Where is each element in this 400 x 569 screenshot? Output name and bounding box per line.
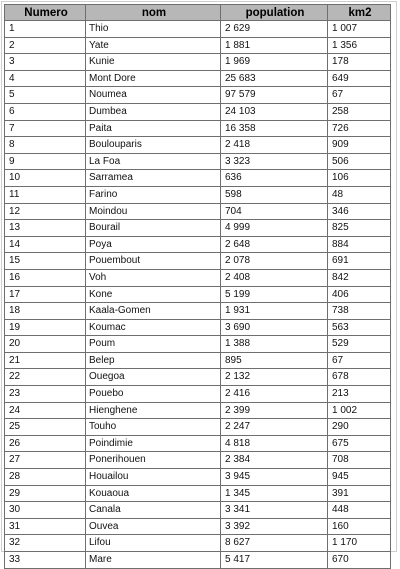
nom-cell: Ouegoa [86, 369, 221, 386]
table-row [5, 352, 391, 369]
population-cell: 25 683 [221, 70, 328, 87]
numero-cell: 25 [5, 419, 86, 436]
table-row [5, 153, 391, 170]
population-cell: 97 579 [221, 87, 328, 104]
population-cell: 1 881 [221, 37, 328, 54]
population-cell: 3 323 [221, 153, 328, 170]
population-cell: 598 [221, 186, 328, 203]
km2-cell: 842 [328, 269, 391, 286]
nom-cell: Hienghene [86, 402, 221, 419]
numero-cell: 7 [5, 120, 86, 137]
numero-cell: 27 [5, 452, 86, 469]
numero-cell: 16 [5, 269, 86, 286]
population-cell: 2 408 [221, 269, 328, 286]
communes-table [4, 4, 391, 569]
numero-cell: 5 [5, 87, 86, 104]
table-row [5, 319, 391, 336]
numero-cell: 12 [5, 203, 86, 220]
nom-cell: Ouvea [86, 518, 221, 535]
km2-cell: 563 [328, 319, 391, 336]
nom-cell: Poum [86, 336, 221, 353]
numero-cell: 20 [5, 336, 86, 353]
numero-cell: 8 [5, 137, 86, 154]
km2-cell: 213 [328, 386, 391, 403]
numero-cell: 15 [5, 253, 86, 270]
km2-cell: 346 [328, 203, 391, 220]
km2-cell: 160 [328, 518, 391, 535]
nom-cell: Boulouparis [86, 137, 221, 154]
nom-cell: Kone [86, 286, 221, 303]
km2-cell: 691 [328, 253, 391, 270]
table-row [5, 54, 391, 71]
population-cell: 2 399 [221, 402, 328, 419]
numero-cell: 13 [5, 220, 86, 237]
nom-cell: Poindimie [86, 435, 221, 452]
numero-cell: 14 [5, 236, 86, 253]
table-row [5, 170, 391, 187]
km2-cell: 406 [328, 286, 391, 303]
table-row [5, 369, 391, 386]
population-cell: 704 [221, 203, 328, 220]
km2-cell: 825 [328, 220, 391, 237]
population-cell: 1 345 [221, 485, 328, 502]
table-row [5, 518, 391, 535]
km2-cell: 1 002 [328, 402, 391, 419]
nom-cell: Houailou [86, 469, 221, 486]
nom-cell: Farino [86, 186, 221, 203]
numero-cell: 9 [5, 153, 86, 170]
table-row [5, 236, 391, 253]
nom-cell: Dumbea [86, 103, 221, 120]
header-nom[interactable]: nom [86, 5, 221, 21]
numero-cell: 24 [5, 402, 86, 419]
population-cell: 5 417 [221, 552, 328, 569]
nom-cell: Pouembout [86, 253, 221, 270]
nom-cell: Thio [86, 21, 221, 38]
table-row [5, 402, 391, 419]
population-cell: 24 103 [221, 103, 328, 120]
population-cell: 2 416 [221, 386, 328, 403]
population-cell: 4 818 [221, 435, 328, 452]
table-row [5, 419, 391, 436]
km2-cell: 529 [328, 336, 391, 353]
numero-cell: 28 [5, 469, 86, 486]
population-cell: 8 627 [221, 535, 328, 552]
table-row [5, 269, 391, 286]
table-body [5, 21, 391, 569]
numero-cell: 33 [5, 552, 86, 569]
km2-cell: 178 [328, 54, 391, 71]
km2-cell: 67 [328, 352, 391, 369]
nom-cell: Kouaoua [86, 485, 221, 502]
numero-cell: 21 [5, 352, 86, 369]
population-cell: 2 247 [221, 419, 328, 436]
numero-cell: 30 [5, 502, 86, 519]
table-row [5, 120, 391, 137]
population-cell: 1 388 [221, 336, 328, 353]
km2-cell: 708 [328, 452, 391, 469]
nom-cell: Yate [86, 37, 221, 54]
table-row [5, 435, 391, 452]
km2-cell: 448 [328, 502, 391, 519]
numero-cell: 31 [5, 518, 86, 535]
table-row [5, 87, 391, 104]
table-row [5, 485, 391, 502]
numero-cell: 18 [5, 303, 86, 320]
population-cell: 16 358 [221, 120, 328, 137]
nom-cell: Lifou [86, 535, 221, 552]
population-cell: 3 392 [221, 518, 328, 535]
km2-cell: 678 [328, 369, 391, 386]
km2-cell: 1 356 [328, 37, 391, 54]
header-row [5, 5, 391, 21]
km2-cell: 649 [328, 70, 391, 87]
km2-cell: 1 170 [328, 535, 391, 552]
km2-cell: 670 [328, 552, 391, 569]
numero-cell: 3 [5, 54, 86, 71]
km2-cell: 726 [328, 120, 391, 137]
nom-cell: Bourail [86, 220, 221, 237]
table-row [5, 21, 391, 38]
km2-cell: 738 [328, 303, 391, 320]
nom-cell: Kaala-Gomen [86, 303, 221, 320]
km2-cell: 290 [328, 419, 391, 436]
nom-cell: Paita [86, 120, 221, 137]
population-cell: 2 078 [221, 253, 328, 270]
population-cell: 2 132 [221, 369, 328, 386]
table-row [5, 37, 391, 54]
numero-cell: 1 [5, 21, 86, 38]
population-cell: 2 384 [221, 452, 328, 469]
nom-cell: Mont Dore [86, 70, 221, 87]
numero-cell: 11 [5, 186, 86, 203]
population-cell: 2 648 [221, 236, 328, 253]
numero-cell: 17 [5, 286, 86, 303]
population-cell: 4 999 [221, 220, 328, 237]
km2-cell: 945 [328, 469, 391, 486]
table-row [5, 386, 391, 403]
km2-cell: 48 [328, 186, 391, 203]
table-row [5, 137, 391, 154]
numero-cell: 2 [5, 37, 86, 54]
km2-cell: 391 [328, 485, 391, 502]
population-cell: 3 690 [221, 319, 328, 336]
population-cell: 1 931 [221, 303, 328, 320]
km2-cell: 506 [328, 153, 391, 170]
population-cell: 1 969 [221, 54, 328, 71]
table-row [5, 70, 391, 87]
population-cell: 895 [221, 352, 328, 369]
numero-cell: 4 [5, 70, 86, 87]
table-row [5, 552, 391, 569]
table-row [5, 286, 391, 303]
table-row [5, 220, 391, 237]
km2-cell: 1 007 [328, 21, 391, 38]
nom-cell: Canala [86, 502, 221, 519]
nom-cell: Noumea [86, 87, 221, 104]
numero-cell: 23 [5, 386, 86, 403]
table-row [5, 336, 391, 353]
nom-cell: Kunie [86, 54, 221, 71]
numero-cell: 29 [5, 485, 86, 502]
km2-cell: 909 [328, 137, 391, 154]
population-cell: 2 629 [221, 21, 328, 38]
nom-cell: Koumac [86, 319, 221, 336]
table-row [5, 469, 391, 486]
header-population[interactable]: population [221, 5, 328, 21]
table-row [5, 535, 391, 552]
numero-cell: 19 [5, 319, 86, 336]
km2-cell: 67 [328, 87, 391, 104]
header-km2[interactable]: km2 [328, 5, 391, 21]
table-row [5, 253, 391, 270]
table-row [5, 203, 391, 220]
population-cell: 3 341 [221, 502, 328, 519]
population-cell: 636 [221, 170, 328, 187]
numero-cell: 32 [5, 535, 86, 552]
km2-cell: 675 [328, 435, 391, 452]
nom-cell: Poya [86, 236, 221, 253]
population-cell: 2 418 [221, 137, 328, 154]
table-row [5, 186, 391, 203]
nom-cell: Voh [86, 269, 221, 286]
nom-cell: Ponerihouen [86, 452, 221, 469]
km2-cell: 258 [328, 103, 391, 120]
header-numero[interactable]: Numero [5, 5, 86, 21]
nom-cell: Belep [86, 352, 221, 369]
nom-cell: La Foa [86, 153, 221, 170]
population-cell: 3 945 [221, 469, 328, 486]
numero-cell: 6 [5, 103, 86, 120]
nom-cell: Moindou [86, 203, 221, 220]
table-row [5, 502, 391, 519]
numero-cell: 26 [5, 435, 86, 452]
table-row [5, 103, 391, 120]
km2-cell: 106 [328, 170, 391, 187]
population-cell: 5 199 [221, 286, 328, 303]
table-row [5, 452, 391, 469]
nom-cell: Pouebo [86, 386, 221, 403]
nom-cell: Sarramea [86, 170, 221, 187]
nom-cell: Mare [86, 552, 221, 569]
table-row [5, 303, 391, 320]
numero-cell: 22 [5, 369, 86, 386]
nom-cell: Touho [86, 419, 221, 436]
numero-cell: 10 [5, 170, 86, 187]
km2-cell: 884 [328, 236, 391, 253]
